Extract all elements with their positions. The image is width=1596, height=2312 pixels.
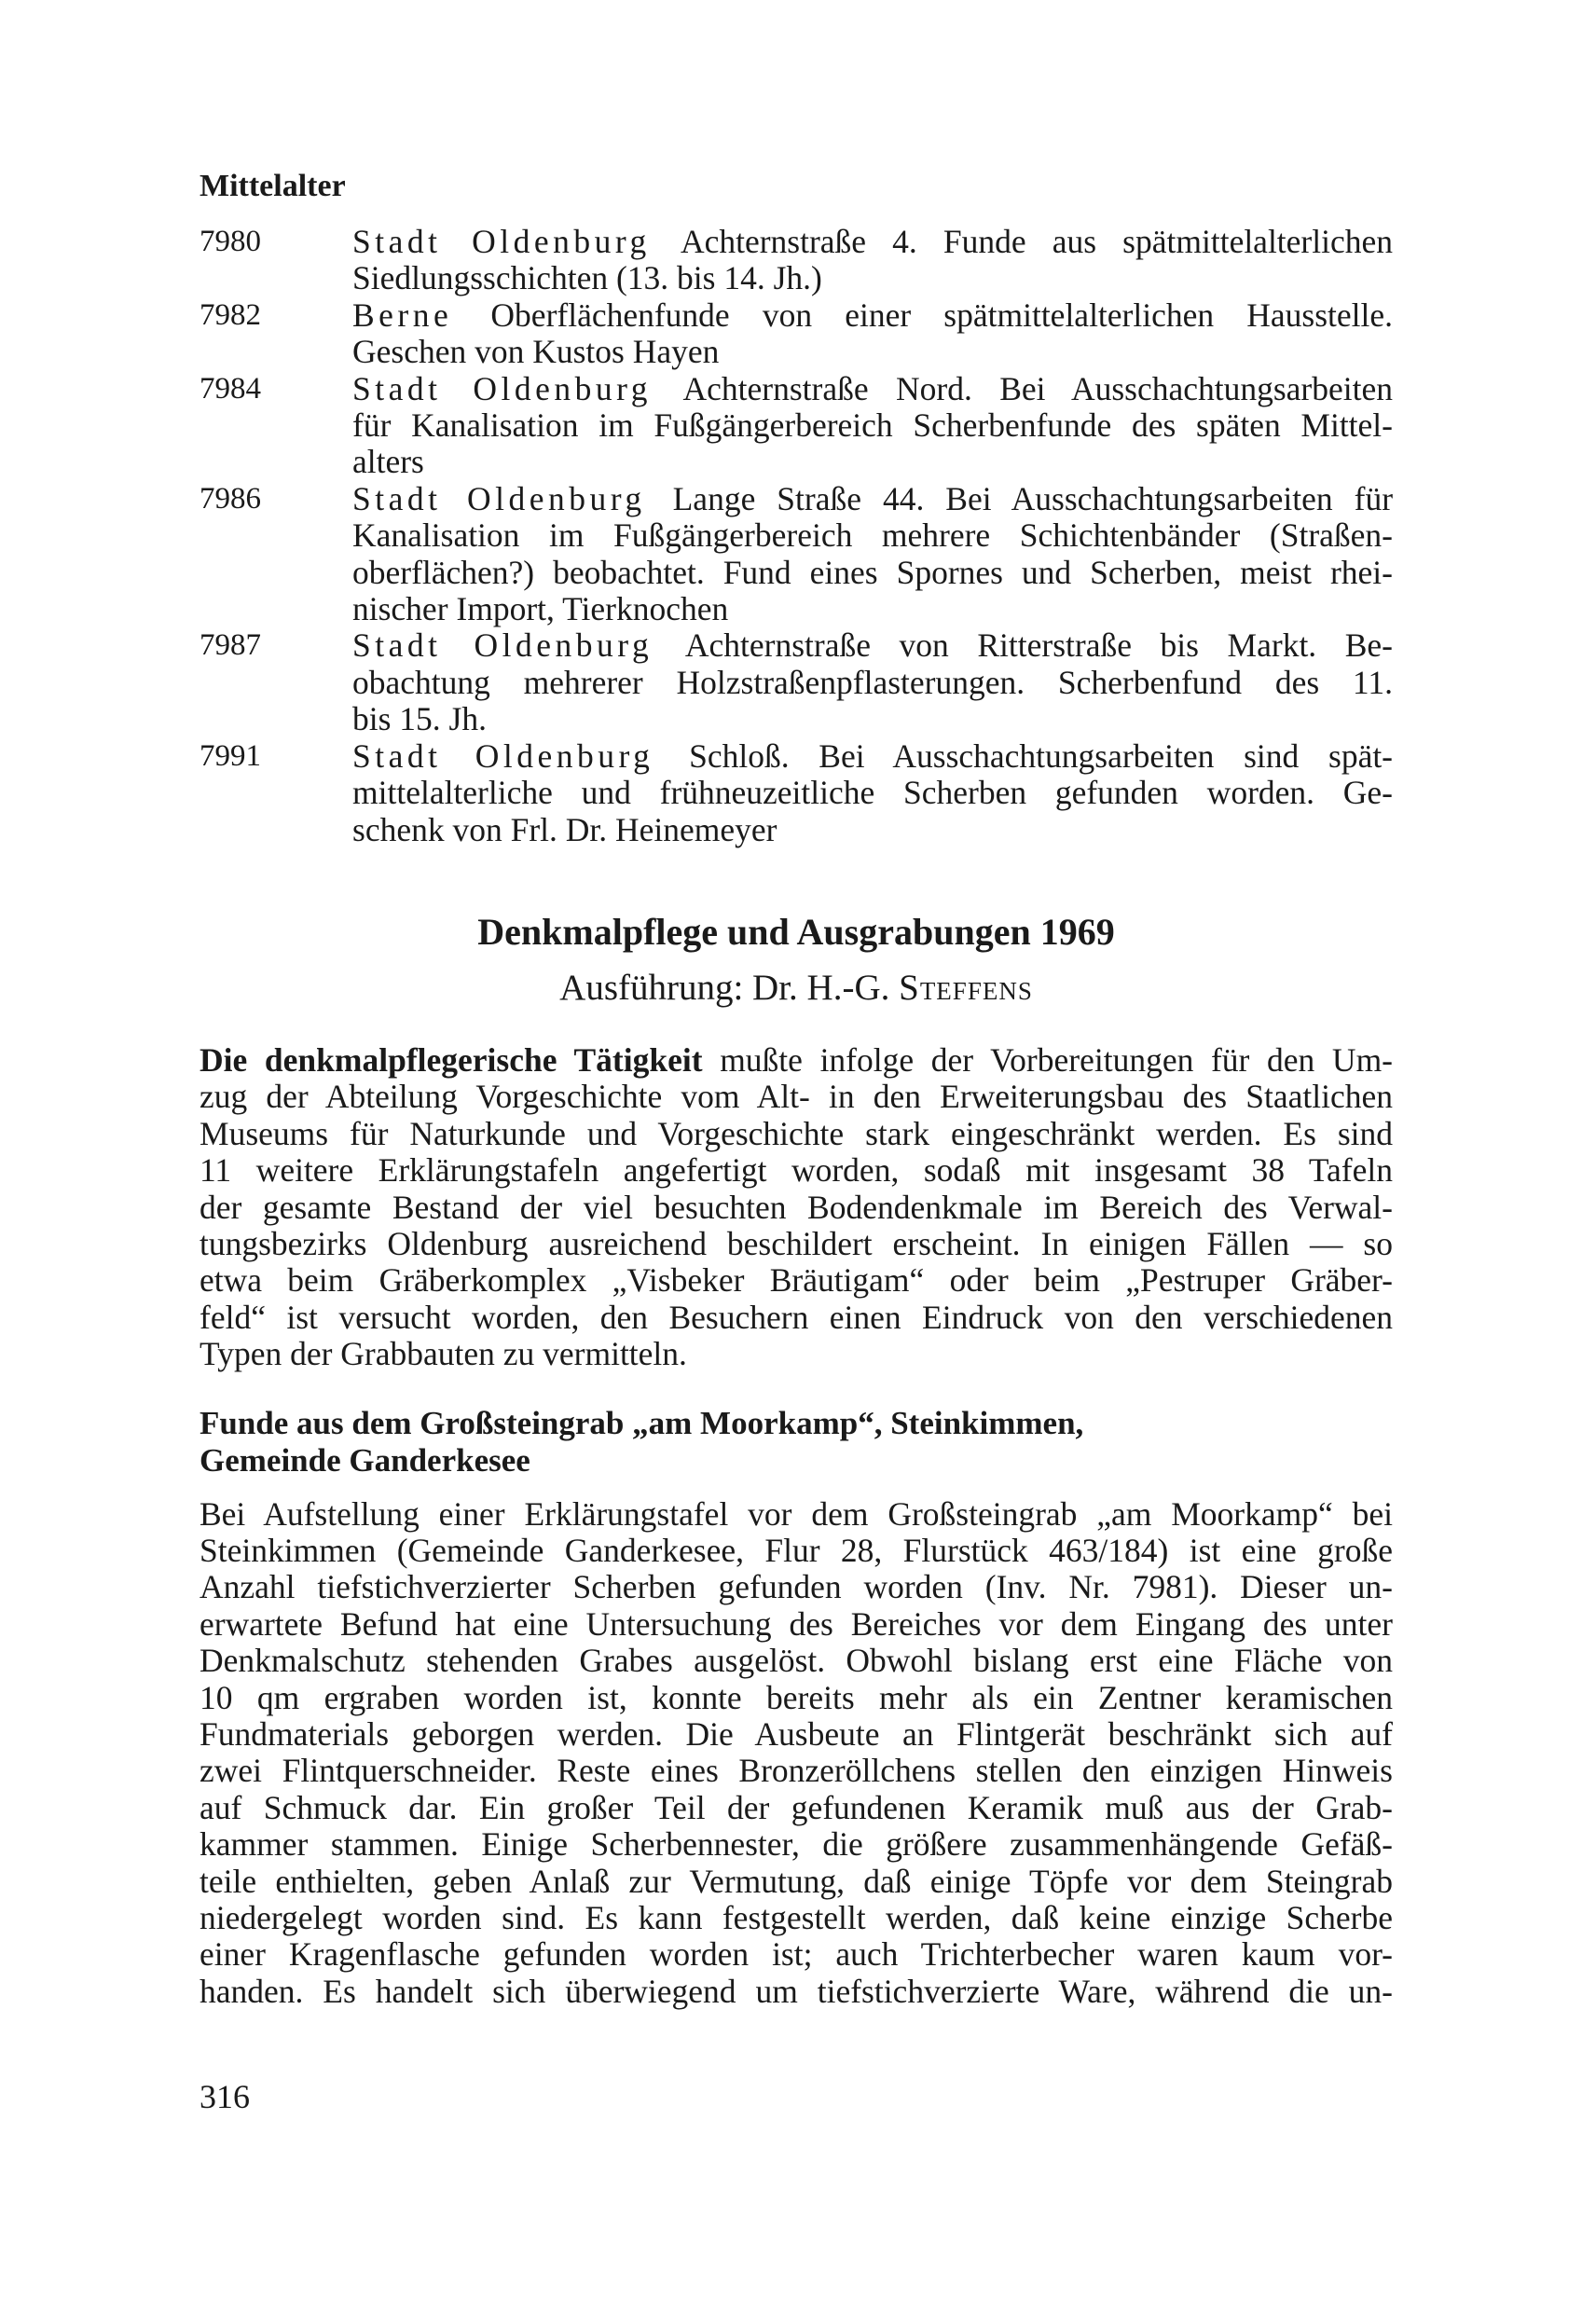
catalog-entry — [200, 297, 1393, 371]
entry-line-text: Achternstraße Nord. Bei Ausschachtungsarbeiten — [682, 369, 1393, 407]
paragraph-line: handen. Es handelt sich überwiegend um tiefstichverzierte Ware, während die un- — [200, 1972, 1393, 2010]
paragraph-line — [200, 1226, 1393, 1262]
entry-text — [352, 224, 1393, 297]
document-page — [200, 168, 1393, 2010]
entry-text — [352, 738, 1393, 848]
entry-place: Stadt Oldenburg — [352, 736, 654, 775]
entry-line-text: oberflächen?) beobachtet. Fund eines Spornes und Scherben, meist rhei- — [352, 553, 1393, 591]
subheading-line: Gemeinde Ganderkesee — [200, 1441, 530, 1479]
entry-line-text: Achternstraße 4. Funde aus spätmittelalterlichen — [680, 223, 1393, 260]
subheading-line: Funde aus dem Großsteingrab „am Moorkamp“, Steinkimmen, — [200, 1404, 1084, 1441]
entry-text — [352, 627, 1393, 737]
paragraph-line-text: Museums für Naturkunde und Vorgeschichte stark eingeschränkt werden. Es sind — [200, 1114, 1393, 1152]
entry-text — [352, 297, 1393, 371]
entry-number: 7984 — [200, 371, 261, 406]
entry-number: 7991 — [200, 738, 261, 773]
paragraph-line: einer Kragenflasche gefunden worden ist; auch Trichterbecher waren kaum vor- — [200, 1935, 1393, 1974]
paragraph-line: 10 qm ergraben worden ist, konnte bereits mehr als ein Zentner keramischen — [200, 1678, 1393, 1716]
catalog-entries — [200, 224, 1393, 848]
paragraph-line — [200, 1262, 1393, 1299]
entry-line — [352, 224, 1393, 260]
entry-line — [352, 775, 1393, 811]
paragraph-line: Fundmaterials geborgen werden. Die Ausbeute an Flintgerät beschränkt sich auf — [200, 1715, 1393, 1753]
paragraph-lead: Die denkmalpflegerische Tätigkeit — [200, 1040, 703, 1079]
entry-line-text: Schloß. Bei Ausschachtungsarbeiten sind spät- — [689, 736, 1394, 775]
page-number: 316 — [200, 2078, 250, 2115]
entry-line-text: obachtung mehrerer Holzstraßenpflasterungen. Scherbenfund des 11. — [352, 663, 1393, 701]
entry-place: Stadt Oldenburg — [352, 479, 646, 517]
paragraph-line: Bei Aufstellung einer Erklärungstafel vor dem Großsteingrab „am Moorkamp“ bei — [200, 1494, 1393, 1533]
entry-place: Stadt Oldenburg — [352, 369, 653, 407]
paragraph-line — [200, 1152, 1393, 1189]
entry-line — [352, 334, 1393, 370]
entry-line — [352, 812, 1393, 848]
paragraph-line-text: feld“ ist versucht worden, den Besuchern einen Eindruck von den verschiedenen — [200, 1298, 1393, 1336]
entry-number: 7986 — [200, 481, 261, 516]
sub-title — [200, 966, 1393, 1011]
paragraph-line: kammer stammen. Einige Scherbennester, die größere zusammenhängende Gefäß- — [200, 1825, 1393, 1864]
entry-line — [352, 444, 1393, 480]
paragraph-line-text: etwa beim Gräberkomplex „Visbeker Bräutigam“ oder beim „Pestruper Gräber- — [200, 1261, 1393, 1300]
entry-line-text: Achternstraße von Ritterstraße bis Markt. Be- — [684, 626, 1394, 665]
paragraph-line — [200, 1042, 1393, 1079]
catalog-entry — [200, 224, 1393, 297]
entry-line-text: Siedlungsschichten (13. bis 14. Jh.) — [352, 259, 822, 297]
paragraph-line-text: zug der Abteilung Vorgeschichte vom Alt- in den Erweiterungsbau des Staatlichen — [200, 1078, 1393, 1116]
paragraph-denkmalpflege — [200, 1042, 1393, 1373]
entry-number: 7987 — [200, 628, 261, 663]
entry-line-text: nischer Import, Tierknochen — [352, 590, 729, 628]
paragraph-line: teile enthielten, geben Anlaß zur Vermutung, daß einige Töpfe vor dem Steingrab — [200, 1862, 1393, 1900]
entry-line — [352, 555, 1393, 591]
entry-line — [352, 738, 1393, 775]
paragraph-line — [200, 1190, 1393, 1226]
sub-title-name: Steffens — [899, 967, 1033, 1008]
paragraph-line: auf Schmuck dar. Ein großer Teil der gefundenen Keramik muß aus der Grab- — [200, 1788, 1393, 1826]
paragraph-moorkamp — [200, 1496, 1393, 2011]
entry-place: Stadt Oldenburg — [352, 223, 651, 260]
entry-line — [352, 371, 1393, 407]
entry-text — [352, 481, 1393, 628]
paragraph-line-text: mußte infolge der Vorbereitungen für den Um- — [720, 1040, 1394, 1079]
entry-number: 7980 — [200, 225, 261, 258]
entry-line-text: schenk von Frl. Dr. Heinemeyer — [352, 810, 777, 848]
entry-line-text: Kanalisation im Fußgängerbereich mehrere Schichtenbänder (Straßen- — [352, 516, 1393, 555]
paragraph-line — [200, 1116, 1393, 1152]
entry-line — [352, 481, 1393, 517]
entry-line — [352, 591, 1393, 627]
entry-place: Stadt Oldenburg — [352, 626, 654, 665]
entry-line — [352, 260, 1393, 296]
entry-line-text: Lange Straße 44. Bei Ausschachtungsarbeiten für — [672, 479, 1394, 517]
entry-line — [352, 665, 1393, 701]
entry-line-text: für Kanalisation im Fußgängerbereich Scherbenfunde des späten Mittel- — [352, 406, 1393, 445]
subheading-moorkamp — [200, 1405, 1393, 1479]
entry-line — [352, 517, 1393, 554]
entry-line — [352, 701, 1393, 737]
entry-line-text: Geschen von Kustos Hayen — [352, 333, 720, 371]
entry-text — [352, 371, 1393, 481]
entry-line-text: mittelalterliche und frühneuzeitliche Scherben gefunden worden. Ge- — [352, 774, 1393, 812]
entry-number: 7982 — [200, 297, 261, 332]
entry-line — [352, 297, 1393, 334]
paragraph-line: Steinkimmen (Gemeinde Ganderkesee, Flur 28, Flurstück 463/184) ist eine große — [200, 1531, 1393, 1569]
entry-line-text: alters — [352, 443, 424, 481]
paragraph-line: niedergelegt worden sind. Es kann festgestellt werden, daß keine einzige Scherbe — [200, 1899, 1393, 1937]
entry-place: Berne — [352, 296, 453, 334]
paragraph-line-text: der gesamte Bestand der viel besuchten Bodendenkmale im Bereich des Verwal- — [200, 1188, 1393, 1226]
catalog-entry — [200, 481, 1393, 628]
catalog-entry — [200, 627, 1393, 737]
catalog-entry — [200, 371, 1393, 481]
section-heading: Mittelalter — [200, 169, 346, 203]
paragraph-line: Anzahl tiefstichverzierter Scherben gefunden worden (Inv. Nr. 7981). Dieser un- — [200, 1568, 1393, 1606]
paragraph-line-text: tungsbezirks Oldenburg ausreichend beschildert erscheint. In einigen Fällen — so — [200, 1224, 1393, 1262]
paragraph-line-text: Typen der Grabbauten zu vermitteln. — [200, 1335, 687, 1373]
paragraph-line — [200, 1336, 1393, 1372]
entry-line — [352, 407, 1393, 444]
entry-line-text: Oberflächenfunde von einer spätmittelalterlichen Hausstelle. — [490, 296, 1394, 334]
catalog-entry — [200, 738, 1393, 848]
main-title: Denkmalpflege und Ausgrabungen 1969 — [477, 910, 1115, 953]
sub-title-prefix: Ausführung: Dr. H.-G. — [559, 967, 890, 1008]
paragraph-line: zwei Flintquerschneider. Reste eines Bronzeröllchens stellen den einzigen Hinweis — [200, 1752, 1393, 1790]
paragraph-line: erwartete Befund hat eine Untersuchung des Bereiches vor dem Eingang des unter — [200, 1604, 1393, 1643]
paragraph-line — [200, 1300, 1393, 1336]
paragraph-line: Denkmalschutz stehenden Grabes ausgelöst. Obwohl bislang erst eine Fläche von — [200, 1642, 1393, 1680]
entry-line — [352, 627, 1393, 664]
entry-line-text: bis 15. Jh. — [352, 700, 487, 738]
paragraph-line — [200, 1079, 1393, 1115]
paragraph-line-text: 11 weitere Erklärungstafeln angefertigt worden, sodaß mit insgesamt 38 Tafeln — [200, 1151, 1393, 1190]
